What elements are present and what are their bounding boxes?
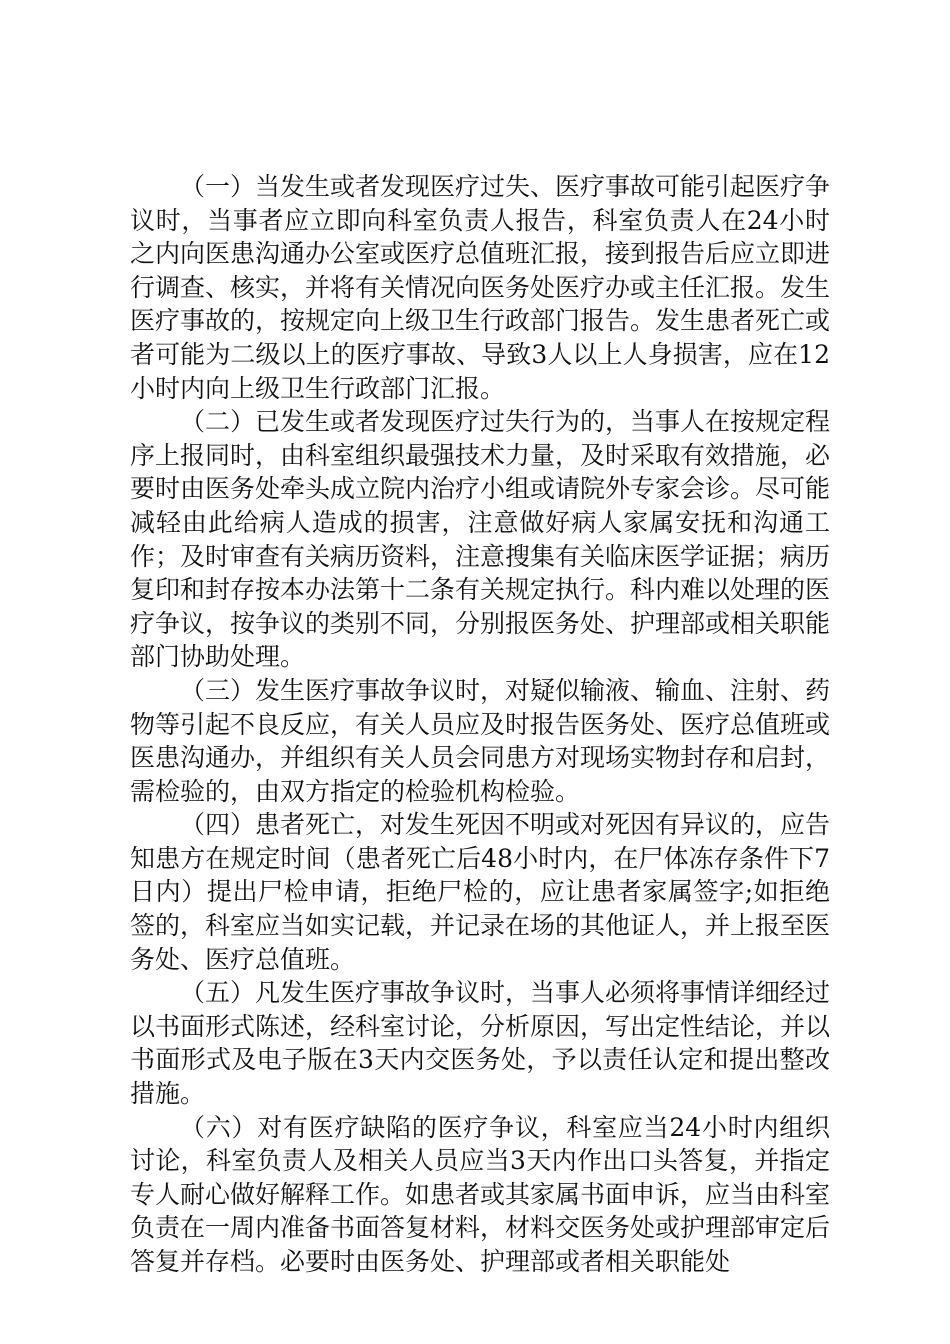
paragraph-1: （一）当发生或者发现医疗过失、医疗事故可能引起医疗争议时，当事者应立即向科室负责人报告，科室负责人在24小时之内向医患沟通办公室或医疗总值班汇报，接到报告后应立即进行调查、核实，并将有关情况向医务处医疗办或主任汇报。发生医疗事故的，按规定向上级卫生行政部门报告。发生患者死亡或者可能为二级以上的医疗事故、导致3人以上人身损害，应在12小时内向上级卫生行政部门汇报。 <box>130 172 831 403</box>
paragraph-2: （二）已发生或者发现医疗过失行为的，当事人在按规定程序上报同时，由科室组织最强技术力量，及时采取有效措施，必要时由医务处牵头成立院内治疗小组或请院外专家会诊。尽可能减轻由此给病人造成的损害，注意做好病人家属安抚和沟通工作；及时审查有关病历资料，注意搜集有关临床医学证据；病历复印和封存按本办法第十二条有关规定执行。科内难以处理的医疗争议，按争议的类别不同，分别报医务处、护理部或相关职能部门协助处理。 <box>130 407 831 672</box>
document-body <box>130 170 830 1279</box>
paragraph-5: （五）凡发生医疗事故争议时，当事人必须将事情详细经过以书面形式陈述，经科室讨论，分析原因，写出定性结论，并以书面形式及电子版在3天内交医务处，予以责任认定和提出整改措施。 <box>130 978 831 1109</box>
paragraph-6: （六）对有医疗缺陷的医疗争议，科室应当24小时内组织讨论，科室负责人及相关人员应当3天内作出口头答复，并指定专人耐心做好解释工作。如患者或其家属书面申诉，应当由科室负责在一周内准备书面答复材料，材料交医务处或护理部审定后答复并存档。必要时由医务处、护理部或者相关职能处 <box>130 1112 831 1276</box>
paragraph-4: （四）患者死亡，对发生死因不明或对死因有异议的，应告知患方在规定时间（患者死亡后48小时内，在尸体冻存条件下7日内）提出尸检申请，拒绝尸检的，应让患者家属签字;如拒绝签的，科室应当如实记载，并记录在场的其他证人，并上报至医务处、医疗总值班。 <box>130 810 831 974</box>
paragraph-3: （三）发生医疗事故争议时，对疑似输液、输血、注射、药物等引起不良反应，有关人员应及时报告医务处、医疗总值班或医患沟通办，并组织有关人员会同患方对现场实物封存和启封，需检验的，由双方指定的检验机构检验。 <box>130 675 831 806</box>
